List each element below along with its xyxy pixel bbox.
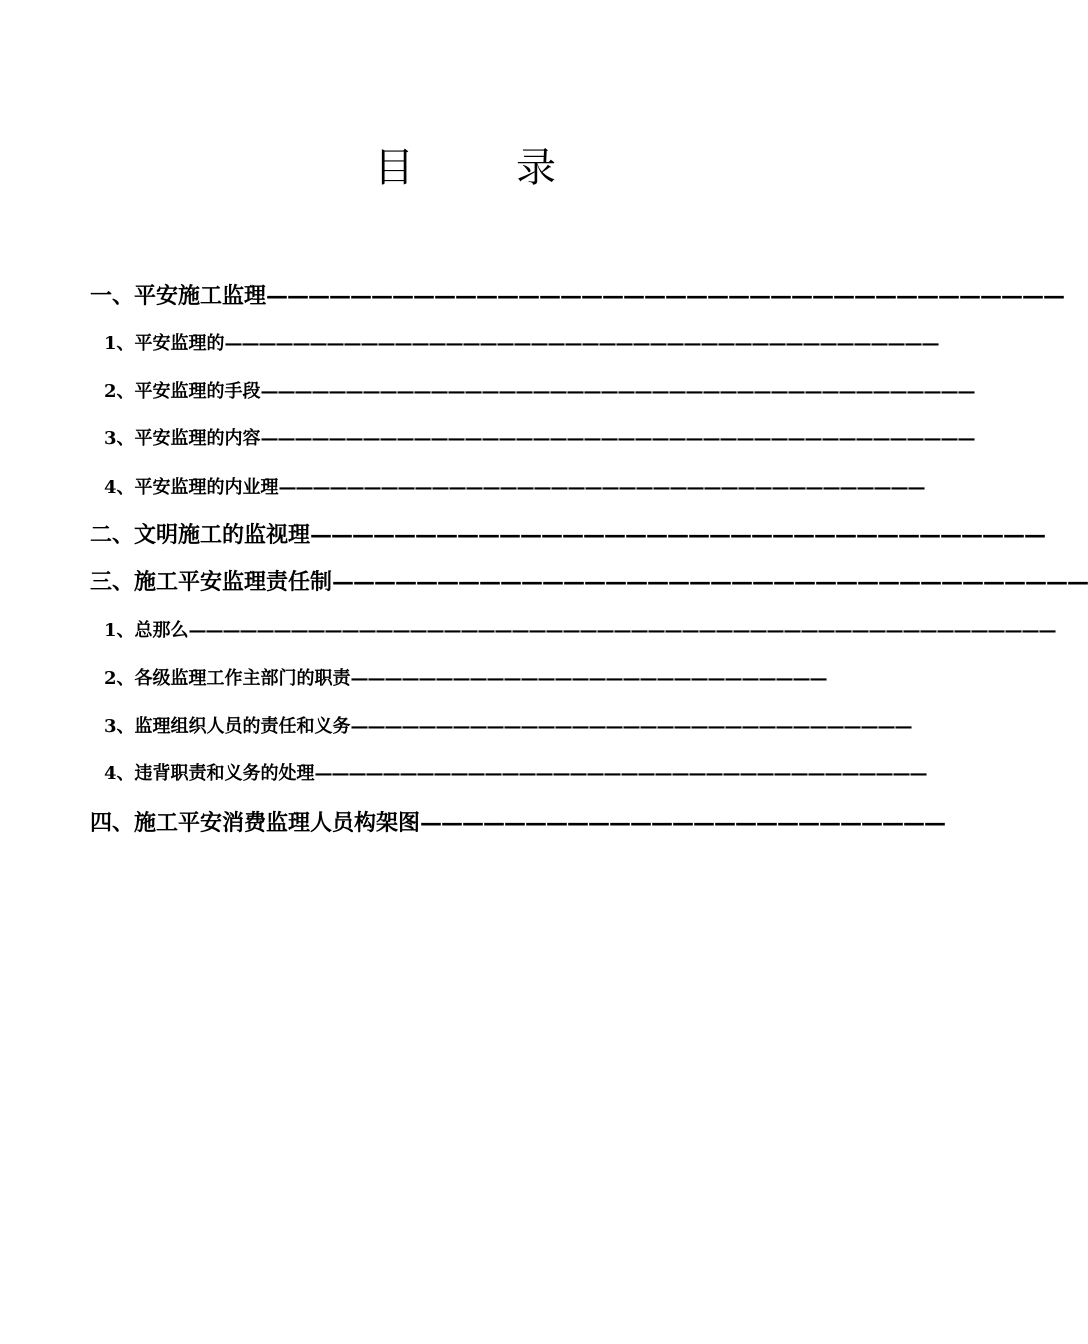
toc-entry-label: 1、平安监理的: [104, 333, 225, 354]
toc-entry-label: 2、平安监理的手段: [104, 381, 261, 402]
toc-entry-label: 3、平安监理的内容: [104, 428, 261, 449]
toc-leader: ——————————————————————————————————————————: [224, 333, 939, 354]
toc-entry-3-2[interactable]: [104, 665, 827, 693]
toc-entry-section-1[interactable]: [90, 280, 1065, 312]
toc-entry-label: 4、平安监理的内业理: [104, 477, 279, 498]
toc-entry-1-4[interactable]: [104, 474, 925, 502]
toc-leader: ——————————————————————————————————————————: [260, 428, 975, 449]
toc-entry-section-2[interactable]: [90, 519, 1046, 551]
toc-entry-1-2[interactable]: [104, 378, 975, 406]
toc-entry-label: 三、施工平安监理责任制: [90, 569, 333, 595]
toc-leader: —————————————————————————————————: [350, 716, 912, 737]
toc-entry-section-3[interactable]: [90, 566, 1088, 598]
toc-entry-3-3[interactable]: [104, 713, 912, 741]
toc-entry-label: 一、平安施工监理: [90, 283, 267, 309]
toc-entry-label: 4、违背职责和义务的处理: [104, 763, 315, 784]
toc-entry-3-1[interactable]: [104, 617, 1056, 645]
toc-leader: ——————————————————————————————————————: [266, 283, 1065, 309]
toc-leader: ———————————————————————————————————————————————————: [188, 620, 1056, 641]
toc-leader: ————————————————————————————————————: [314, 763, 927, 784]
toc-leader: ————————————————————————————————————: [332, 569, 1088, 595]
toc-entry-1-3[interactable]: [104, 425, 975, 453]
toc-entry-label: 3、监理组织人员的责任和义务: [104, 716, 351, 737]
toc-entry-1-1[interactable]: [104, 330, 939, 358]
toc-leader: ———————————————————————————————————: [310, 522, 1046, 548]
toc-leader: ————————————————————————————: [350, 668, 827, 689]
toc-entry-label: 二、文明施工的监视理: [90, 522, 311, 548]
title-char-2: 录: [516, 145, 556, 191]
toc-leader: ——————————————————————————————————————: [278, 477, 925, 498]
toc-entry-label: 2、各级监理工作主部门的职责: [104, 668, 351, 689]
toc-entry-section-4[interactable]: [90, 807, 946, 839]
toc-leader: —————————————————————————: [420, 810, 946, 836]
title-char-1: 目: [374, 145, 414, 191]
toc-entry-3-4[interactable]: [104, 760, 927, 788]
toc-leader: ——————————————————————————————————————————: [260, 381, 975, 402]
toc-entry-label: 1、总那么: [104, 620, 189, 641]
toc-entry-label: 四、施工平安消费监理人员构架图: [90, 810, 421, 836]
